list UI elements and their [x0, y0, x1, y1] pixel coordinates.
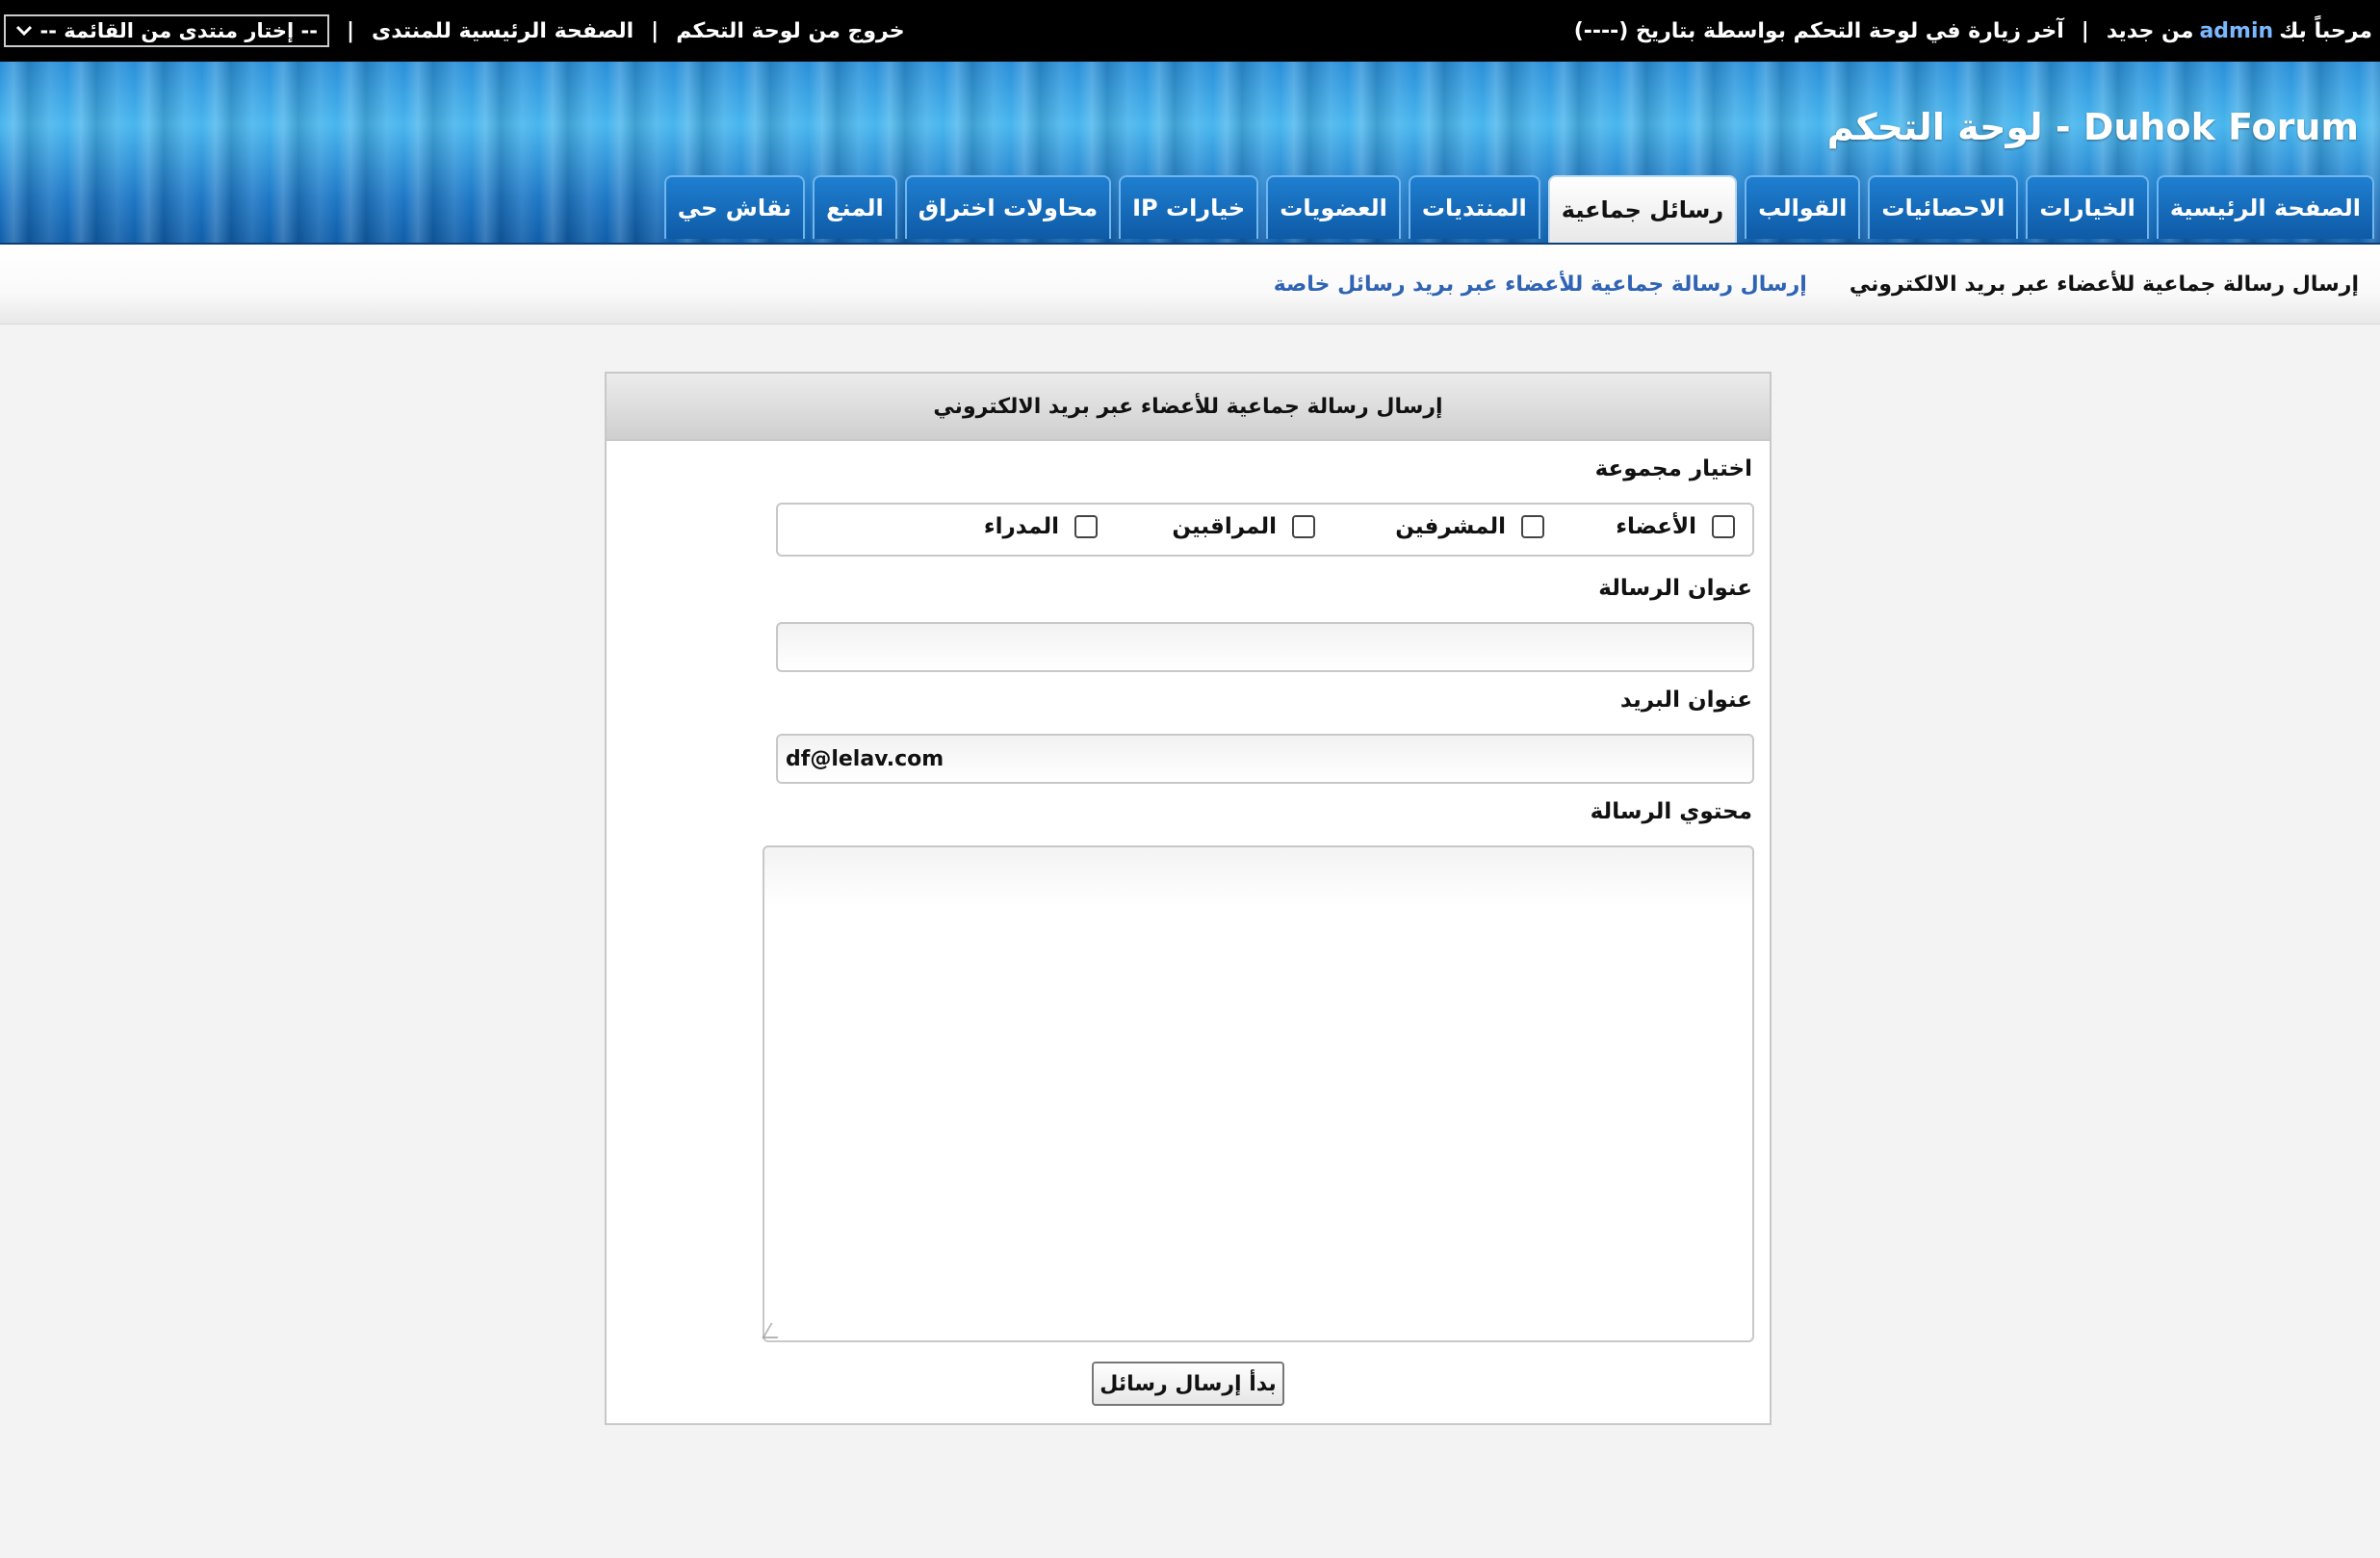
site-title: Duhok Forum - لوحة التحكم [1826, 106, 2359, 148]
content-label: محتوي الرسالة [1590, 799, 1752, 824]
panel-title: إرسال رسالة جماعية للأعضاء عبر بريد الالكتروني [607, 374, 1770, 441]
group-label: اختيار مجموعة [1594, 456, 1752, 481]
sub-nav [0, 245, 2380, 325]
tab-forums[interactable]: المنتديات [1409, 175, 1540, 239]
resize-grip-icon[interactable] [762, 1323, 786, 1338]
group-option-label: المشرفين [1395, 514, 1506, 539]
subject-label: عنوان الرسالة [1598, 576, 1752, 601]
tab-live-chat[interactable]: نقاش حي [664, 175, 805, 239]
separator: | [651, 18, 660, 43]
separator: | [347, 18, 355, 43]
subnav-current[interactable]: إرسال رسالة جماعية للأعضاء عبر بريد الالكتروني [1849, 272, 2359, 297]
tab-mass-messages[interactable]: رسائل جماعية [1548, 175, 1737, 243]
forum-select-value: -- إختار منتدى من القائمة -- [39, 19, 318, 42]
group-option-admins[interactable] [984, 514, 1098, 539]
moderators-checkbox[interactable] [1292, 515, 1315, 538]
tab-ip-options[interactable]: خيارات IP [1119, 175, 1258, 239]
group-option-supervisors[interactable] [1395, 514, 1544, 539]
tab-statistics[interactable]: الاحصائيات [1868, 175, 2018, 239]
separator: | [2081, 18, 2089, 43]
members-checkbox[interactable] [1712, 515, 1735, 538]
supervisors-checkbox[interactable] [1521, 515, 1544, 538]
group-option-members[interactable] [1616, 514, 1735, 539]
forum-select[interactable] [4, 14, 329, 47]
tab-options[interactable]: الخيارات [2026, 175, 2149, 239]
admins-checkbox[interactable] [1074, 515, 1098, 538]
top-bar [0, 0, 2380, 62]
tab-home[interactable]: الصفحة الرئيسية [2157, 175, 2374, 239]
last-visit: آخر زيارة في لوحة التحكم بواسطة بتاريخ (----) [1573, 18, 2064, 43]
subnav-pm-link[interactable]: إرسال رسالة جماعية للأعضاء عبر بريد رسائل خاصة [1273, 272, 1807, 297]
username-link[interactable]: admin [2199, 18, 2274, 43]
welcome-area [1574, 19, 2372, 43]
welcome-suffix: من جديد [2106, 18, 2194, 43]
group-option-moderators[interactable] [1172, 514, 1315, 539]
send-messages-button[interactable]: بدأ إرسال رسائل [1092, 1362, 1284, 1406]
welcome-prefix: مرحباً بك [2279, 18, 2372, 43]
mass-email-panel [605, 372, 1772, 1425]
email-input[interactable]: df@lelav.com [776, 734, 1754, 784]
chevron-down-icon [15, 22, 33, 40]
topbar-links [4, 14, 905, 47]
forum-home-link[interactable]: الصفحة الرئيسية للمنتدى [372, 18, 634, 43]
tab-templates[interactable]: القوالب [1745, 175, 1860, 239]
group-option-label: المدراء [983, 514, 1059, 539]
tab-memberships[interactable]: العضويات [1266, 175, 1401, 239]
header-banner [0, 62, 2380, 245]
email-label: عنوان البريد [1619, 688, 1752, 713]
logout-link[interactable]: خروج من لوحة التحكم [676, 18, 905, 43]
tab-hack-attempts[interactable]: محاولات اختراق [905, 175, 1111, 239]
group-option-label: المراقبين [1172, 514, 1277, 539]
tab-bans[interactable]: المنع [813, 175, 897, 239]
content-textarea[interactable] [763, 845, 1754, 1342]
group-option-label: الأعضاء [1616, 514, 1696, 539]
main-tabs [664, 175, 2374, 243]
group-selector [776, 503, 1754, 557]
subject-input[interactable] [776, 622, 1754, 672]
